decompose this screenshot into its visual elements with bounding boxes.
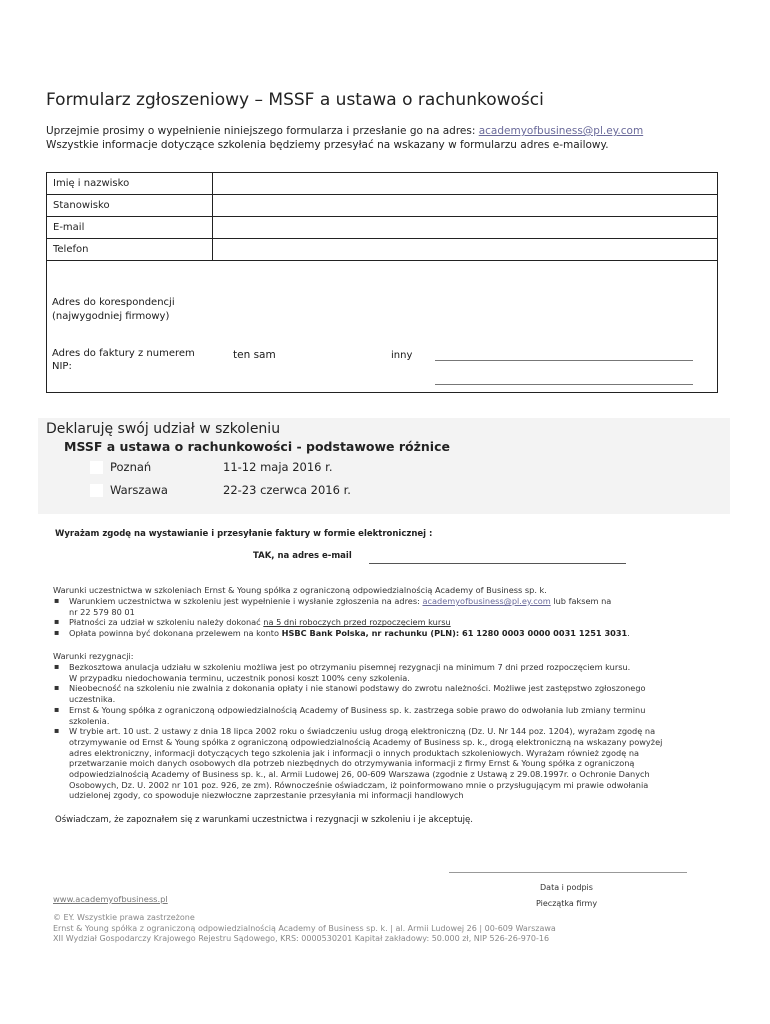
condition-item — [53, 617, 718, 628]
checkbox-warszawa[interactable] — [90, 484, 103, 497]
resignation-3-line-1: Ernst & Young spółka z ograniczoną odpowiedzialnością Academy of Business sp. k. zastrzega sobie prawo do odwołania lub zmiany terminu — [69, 704, 646, 715]
condition-1-text: Warunkiem uczestnictwa w szkoleniu jest wypełnienie i wysłanie zgłoszenia na adres: — [69, 596, 423, 606]
conditions-header: Warunki uczestnictwa w szkoleniach Ernst & Young spółka z ograniczoną odpowiedzialnością Academy of Business sp. k. — [53, 585, 547, 595]
condition-2-text: Płatności za udział w szkoleniu należy dokonać — [69, 617, 264, 628]
option-same-address[interactable]: ten sam — [233, 349, 276, 361]
resignation-1-line-2: W przypadku niedochowania terminu, uczestnik ponosi koszt 100% ceny szkolenia. — [69, 672, 410, 683]
resignation-item — [53, 683, 718, 704]
condition-item — [53, 628, 718, 639]
position-label: Stanowisko — [47, 195, 213, 217]
declaration-title: Deklaruję swój udział w szkoleniu — [46, 421, 281, 437]
email-label: E-mail — [47, 217, 213, 239]
resignation-header: Warunki rezygnacji: — [53, 651, 134, 661]
condition-1-suffix: lub faksem na — [550, 596, 612, 606]
fax-number: nr 22 579 80 01 — [69, 606, 135, 617]
copyright-line: © EY. Wszystkie prawa zastrzeżone — [53, 913, 195, 922]
position-field[interactable] — [213, 195, 718, 217]
website-link[interactable]: www.academyofbusiness.pl — [53, 894, 168, 904]
intro-line-2: Wszystkie informacje dotyczące szkolenia będziemy przesyłać na wskazany w formularzu adres e-mailowy. — [46, 139, 609, 151]
correspondence-label-line-2: (najwygodniej firmowy) — [52, 311, 170, 322]
invoice-label-line-1: Adres do faktury z numerem — [52, 348, 195, 359]
payment-deadline: na 5 dni roboczych przed rozpoczęciem kursu — [263, 617, 451, 628]
consent-line-5: odpowiedzialnością Academy of Business sp. k., al. Armii Ludowej 26, 00-609 Warszawa (zgodnie z Ustawą z 29.08.1997r. o Ochronie Danych — [69, 769, 650, 780]
other-address-line-2[interactable] — [435, 384, 693, 385]
resignation-2-line-1: Nieobecność na szkoleniu nie zwalnia z dokonania opłaty i nie stanowi podstawy do zwrotu należności. Możliwe jest zastępstwo zgłoszonego — [69, 683, 646, 694]
intro-prefix: Uprzejmie prosimy o wypełnienie niniejszego formularza i przesłanie go na adres: — [46, 125, 479, 137]
session-city-poznan: Poznań — [110, 460, 152, 474]
consent-line-4: przetwarzanie moich danych osobowych dla potrzeb niezbędnych do otrzymywania informacji z firmy Ernst & Young spółka z ograniczoną — [69, 758, 635, 769]
e-invoice-consent-text: Wyrażam zgodę na wystawianie i przesyłanie faktury w formie elektronicznej : — [55, 529, 433, 539]
bank-account: HSBC Bank Polska, nr rachunku (PLN): 61 1280 0003 0000 0031 1251 3031 — [281, 628, 628, 639]
name-field[interactable] — [213, 173, 718, 195]
session-date-poznan: 11-12 maja 2016 r. — [223, 460, 333, 474]
conditions-list — [53, 596, 718, 639]
contact-email-link[interactable]: academyofbusiness@pl.ey.com — [478, 125, 644, 137]
correspondence-label-line-1: Adres do korespondencji — [52, 297, 175, 308]
other-address-line-1[interactable] — [435, 360, 693, 361]
consent-line-1: W trybie art. 10 ust. 2 ustawy z dnia 18 lipca 2002 roku o świadczeniu usług drogą elektroniczną (Dz. U. Nr 144 poz. 1204), wyrażam zgodę na — [69, 726, 656, 737]
consent-line-6: Osobowych, Dz. U. 2002 nr 101 poz. 926, ze zm). Równocześnie oświadczam, iż poinformowano mnie o przysługującym mi prawie odwołania — [69, 779, 649, 790]
correspondence-address-label — [52, 296, 175, 324]
phone-label: Telefon — [47, 239, 213, 261]
e-invoice-email-line[interactable] — [369, 563, 626, 564]
e-invoice-yes-label: TAK, na adres e-mail — [253, 551, 352, 561]
company-stamp-label: Pieczątka firmy — [536, 899, 598, 908]
condition-item — [53, 596, 718, 617]
page-title: Formularz zgłoszeniowy – MSSF a ustawa o rachunkowości — [46, 90, 544, 110]
form-row-position — [47, 195, 718, 217]
intro-text — [46, 124, 643, 152]
form-row-name — [47, 173, 718, 195]
name-label: Imię i nazwisko — [47, 173, 213, 195]
phone-field[interactable] — [213, 239, 718, 261]
session-date-warszawa: 22-23 czerwca 2016 r. — [223, 483, 351, 497]
resignation-item — [53, 726, 718, 801]
email-field[interactable] — [213, 217, 718, 239]
date-signature-label: Data i podpis — [540, 883, 593, 892]
consent-line-2: otrzymywanie od Ernst & Young spółka z ograniczoną odpowiedzialnością Academy of Business sp. k., drogą elektroniczną na wskazany powyżej — [69, 736, 663, 747]
invoice-label-line-2: NIP: — [52, 361, 72, 372]
acceptance-statement: Oświadczam, że zapoznałem się z warunkami uczestnictwa i rezygnacji w szkoleniu i je akceptuję. — [55, 815, 473, 825]
form-row-email — [47, 217, 718, 239]
consent-line-3: adres elektroniczny, informacji dotyczących tego szkolenia jak i informacji o innych produktach szkoleniowych. Wyrażam również zgodę na — [69, 747, 640, 758]
resignation-1-line-1: Bezkosztowa anulacja udziału w szkoleniu możliwa jest po otrzymaniu pisemnej rezygnacji na minimum 7 dni przed rozpoczęciem kursu. — [69, 662, 631, 672]
checkbox-poznan[interactable] — [90, 461, 103, 474]
resignation-3-line-2: szkolenia. — [69, 715, 110, 726]
footer-legal — [53, 913, 556, 945]
registry-line: XII Wydział Gospodarczy Krajowego Rejestru Sądowego, KRS: 0000530201 Kapitał zakładowy: 50.000 zł, NIP 526-26-970-16 — [53, 934, 550, 943]
resignation-item — [53, 662, 718, 683]
resignation-2-line-2: uczestnika. — [69, 694, 116, 705]
intro-line-1 — [46, 124, 643, 138]
option-other-address[interactable]: inny — [391, 350, 413, 361]
signature-line[interactable] — [449, 872, 687, 873]
resignation-list — [53, 662, 718, 801]
condition-email-link[interactable]: academyofbusiness@pl.ey.com — [422, 596, 551, 606]
consent-line-7: udzielonej zgody, co spowoduje niezwłoczne zaprzestanie przesyłania mi informacji handlowych — [69, 790, 464, 801]
invoice-address-label — [52, 347, 195, 373]
condition-3-text: Opłata powinna być dokonana przelewem na konto — [69, 628, 282, 639]
condition-3-suffix: . — [627, 628, 630, 639]
form-row-phone — [47, 239, 718, 261]
session-city-warszawa: Warszawa — [110, 483, 168, 497]
company-address-line: Ernst & Young spółka z ograniczoną odpowiedzialnością Academy of Business sp. k. | al. Armii Ludowej 26 | 00-609 Warszawa — [53, 923, 556, 933]
resignation-item — [53, 705, 718, 726]
course-title: MSSF a ustawa o rachunkowości - podstawowe różnice — [64, 439, 450, 454]
